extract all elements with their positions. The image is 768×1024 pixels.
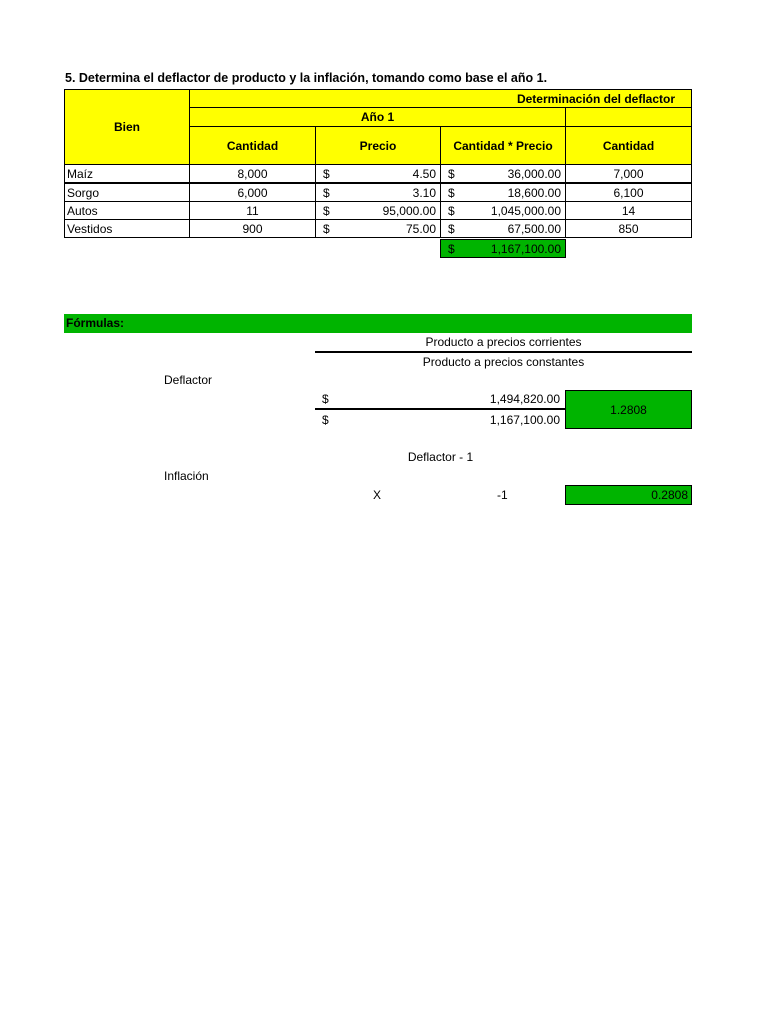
total-value: 1,167,100.00 (490, 242, 561, 256)
inflacion-label: Inflación (164, 469, 209, 483)
precio-value: 4.50 (412, 167, 436, 181)
header-empty-cell (565, 107, 692, 127)
cell-bien: Autos (64, 201, 190, 220)
inflacion-x: X (373, 488, 382, 502)
numerator-label: Producto a precios corrientes (425, 335, 582, 349)
currency-sign: $ (323, 222, 330, 236)
precio-value: 3.10 (412, 186, 436, 200)
cell-cantidad: 11 (189, 201, 316, 220)
fraction-bar (315, 351, 692, 353)
currency-sign: $ (448, 242, 455, 256)
cp-value: 18,600.00 (507, 186, 561, 200)
cell-cantidad-precio (440, 201, 566, 220)
currency-sign: $ (323, 167, 330, 181)
cell-cantidad-precio (440, 219, 566, 238)
deflactor-denominator: 1,167,100.00 (489, 413, 560, 427)
cp-value: 67,500.00 (507, 222, 561, 236)
cp-value: 36,000.00 (507, 167, 561, 181)
deflactor-result: 1.2808 (565, 390, 692, 429)
cell-cantidad: 900 (189, 219, 316, 238)
cell-cantidad-precio (440, 183, 566, 202)
inflacion-minus-one: -1 (497, 488, 508, 502)
currency-sign: $ (448, 186, 455, 200)
cell-precio (315, 219, 441, 238)
header-cantidad-2: Cantidad (565, 126, 692, 165)
currency-sign: $ (448, 167, 455, 181)
cell-bien: Vestidos (64, 219, 190, 238)
cell-bien: Sorgo (64, 183, 190, 202)
currency-sign: $ (323, 204, 330, 218)
cell-cantidad-2: 850 (565, 219, 692, 238)
formulas-header: Fórmulas: (64, 314, 692, 333)
currency-sign: $ (323, 186, 330, 200)
header-precio: Precio (315, 126, 441, 165)
cell-precio (315, 164, 441, 183)
precio-value: 75.00 (405, 222, 436, 236)
cell-cantidad: 6,000 (189, 183, 316, 202)
currency-sign: $ (448, 204, 455, 218)
denominator-label: Producto a precios constantes (422, 355, 585, 369)
header-bien: Bien (64, 89, 190, 165)
header-deflactor: Determinación del deflactor (189, 89, 692, 108)
cell-precio (315, 183, 441, 202)
header-cantidad: Cantidad (189, 126, 316, 165)
currency-sign: $ (322, 413, 329, 427)
currency-sign: $ (448, 222, 455, 236)
cell-precio (315, 201, 441, 220)
header-cantidad-precio: Cantidad * Precio (440, 126, 566, 165)
deflactor-division-bar (315, 408, 566, 410)
cell-cantidad: 8,000 (189, 164, 316, 183)
precio-value: 95,000.00 (382, 204, 436, 218)
cp-value: 1,045,000.00 (490, 204, 561, 218)
cell-cantidad-2: 6,100 (565, 183, 692, 202)
cell-cantidad-2: 7,000 (565, 164, 692, 183)
currency-sign: $ (322, 392, 329, 406)
cell-cantidad-precio (440, 164, 566, 183)
total-cell (440, 239, 566, 258)
inflacion-result: 0.2808 (565, 485, 692, 505)
exercise-title: 5. Determina el deflactor de producto y la inflación, tomando como base el año 1. (65, 71, 548, 85)
header-ano-1: Año 1 (189, 107, 566, 127)
deflactor-numerator: 1,494,820.00 (489, 392, 560, 406)
deflactor-label: Deflactor (164, 373, 213, 387)
cell-bien: Maíz (64, 164, 190, 183)
inflacion-formula: Deflactor - 1 (407, 450, 474, 464)
cell-cantidad-2: 14 (565, 201, 692, 220)
